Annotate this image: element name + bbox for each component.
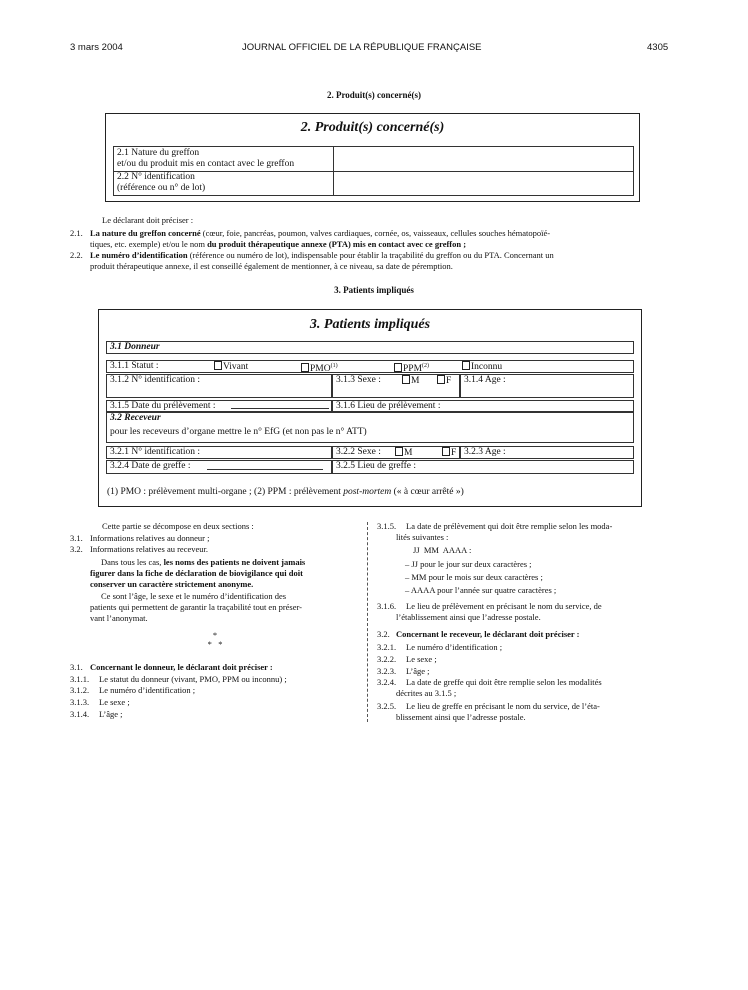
item-315-line1: La date de prélèvement qui doit être remplie selon les moda- (406, 521, 613, 531)
item-322: Le sexe ; (406, 654, 437, 664)
tracabilite-line1: Ce sont l’âge, le sexe et le numéro d’identification des (101, 591, 287, 601)
receveur-id-label: 3.2.1 N° identification : (110, 447, 201, 457)
date-greffe-cell[interactable] (106, 460, 332, 474)
item-322-number: 3.2.2. (377, 654, 397, 664)
nature-greffon-label: 2.1 Nature du greffon (117, 148, 200, 158)
item-325-number: 3.2.5. (377, 701, 397, 711)
date-format: JJ MM AAAA : (413, 545, 472, 555)
section2-heading: 2. Produit(s) concerné(s) (326, 90, 422, 100)
p21-bold: La nature du greffon concerné (90, 228, 201, 238)
footnote-text-c: (« à cœur arrêté ») (391, 487, 464, 497)
statut-row (106, 360, 634, 373)
donneur-label: 3.1 Donneur (110, 342, 160, 352)
inconnu-option[interactable] (462, 361, 502, 373)
receveur-header (106, 412, 634, 443)
item-323: L’âge ; (406, 666, 430, 676)
vivant-label: Vivant (223, 362, 249, 372)
vivant-checkbox[interactable] (214, 361, 222, 370)
p21-text: (cœur, foie, pancréas, poumon, valves cardiaques, cornée, os, vaisseaux, cellules souches hématopoïé- (200, 228, 551, 238)
footnote-text-a: (1) PMO : prélèvement multi-organe ; (2) PPM : prélèvement (107, 487, 344, 497)
lieu-prelevement-cell[interactable] (332, 400, 634, 412)
identification-label: 2.2 N° identification (117, 172, 195, 182)
p22-line1 (90, 250, 554, 261)
donneur-age-cell[interactable] (460, 374, 634, 398)
ppm-checkbox[interactable] (394, 363, 402, 372)
donneur-header (106, 341, 634, 354)
receveur-sexe-cell (332, 446, 460, 459)
item-314-number: 3.1.4. (70, 709, 90, 719)
section2-table (113, 146, 634, 196)
header-page-number: 4305 (647, 42, 669, 53)
item-314: L’âge ; (99, 709, 123, 719)
lieu-prelevement-label: 3.1.6 Lieu de prélèvement : (336, 401, 441, 411)
receveur-sexe-f[interactable] (442, 447, 456, 459)
left-item-32-number: 3.2. (70, 544, 83, 554)
item-321: Le numéro d’identification ; (406, 642, 503, 652)
p21-text2: tiques, etc. exemple) et/ou le nom (90, 239, 208, 249)
anonymat-line2: figurer dans la fiche de déclaration de biovigilance qui doit (90, 568, 303, 578)
item-313: Le sexe ; (99, 697, 130, 707)
header-journal-title: JOURNAL OFFICIEL DE LA RÉPUBLIQUE FRANÇAISE (242, 42, 482, 53)
receveur-m-checkbox[interactable] (395, 447, 403, 456)
item-316-line2: l’établissement ainsi que l’adresse postale. (396, 612, 541, 622)
p21-bold2: du produit thérapeutique annexe (PTA) mis en contact avec ce greffon ; (207, 239, 467, 249)
donneur-f-checkbox[interactable] (437, 375, 445, 384)
asterism-bottom: * * (207, 639, 223, 649)
item-313-number: 3.1.3. (70, 697, 90, 707)
item-315-line2: lités suivantes : (396, 532, 449, 542)
item-311-number: 3.1.1. (70, 674, 90, 684)
donneur-id-cell[interactable] (106, 374, 332, 398)
left-item-31-number: 3.1. (70, 533, 83, 543)
left-item-31: Informations relatives au donneur ; (90, 533, 210, 543)
item-325-line1: Le lieu de greffe en précisant le nom du service, de l’éta- (406, 701, 600, 711)
date-prelevement-cell[interactable] (106, 400, 332, 412)
date-greffe-label: 3.2.4 Date de greffe : (110, 461, 191, 471)
donneur-f-label: F (446, 376, 452, 386)
donneur-sexe-m[interactable] (402, 375, 419, 387)
donneur-section-number: 3.1. (70, 662, 83, 672)
tracabilite-line2: patients qui permettent de garantir la traçabilité tout en préser- (90, 602, 303, 612)
item-316-line1: Le lieu de prélèvement en précisant le nom du service, de (406, 601, 602, 611)
date-format-mm: – MM pour le mois sur deux caractères ; (405, 572, 543, 582)
receveur-age-cell[interactable] (460, 446, 634, 459)
donneur-sexe-f[interactable] (437, 375, 451, 387)
donneur-m-label: M (411, 376, 420, 386)
p22-bold: Le numéro d’identification (90, 250, 188, 260)
declarant-intro: Le déclarant doit préciser : (102, 215, 194, 225)
anonymat-line1 (101, 557, 305, 568)
lieu-greffe-label: 3.2.5 Lieu de greffe : (336, 461, 417, 471)
date-greffe-line (207, 469, 323, 470)
footnote-post-mortem: post-mortem (343, 487, 392, 497)
section3-footnote (107, 487, 464, 497)
section2-form-box (105, 113, 640, 202)
item-321-number: 3.2.1. (377, 642, 397, 652)
item-324-number: 3.2.4. (377, 677, 397, 687)
pmo-checkbox[interactable] (301, 363, 309, 372)
section3-box-title: 3. Patients impliqués (309, 317, 431, 332)
date-format-jj: – JJ pour le jour sur deux caractères ; (405, 559, 532, 569)
item-312-number: 3.1.2. (70, 685, 90, 695)
ppm-footnote-ref: (2) (422, 363, 430, 369)
date-prelevement-line (231, 408, 329, 409)
receveur-id-cell[interactable] (106, 446, 332, 459)
section2-box-title: 2. Produit(s) concerné(s) (300, 120, 445, 135)
receveur-age-label: 3.2.3 Age : (464, 447, 506, 457)
receveur-label: 3.2 Receveur (110, 413, 161, 423)
date-prelevement-label: 3.1.5 Date du prélèvement : (110, 401, 216, 411)
pmo-label: PMO (310, 364, 331, 375)
receveur-f-label: F (451, 448, 457, 458)
section3-form-box (98, 309, 642, 507)
item-324-line1: La date de greffe qui doit être remplie selon les modalités (406, 677, 602, 687)
reference-lot-label: (référence ou n° de lot) (117, 183, 206, 193)
donneur-sexe-label: 3.1.3 Sexe : (336, 375, 381, 385)
section3-heading: 3. Patients impliqués (334, 285, 414, 295)
produit-contact-label: et/ou du produit mis en contact avec le greffon (117, 159, 295, 169)
inconnu-checkbox[interactable] (462, 361, 470, 370)
anonymat-text: Dans tous les cas, (101, 557, 164, 567)
date-format-aaaa: – AAAA pour l’année sur quatre caractères ; (405, 585, 557, 595)
donneur-age-label: 3.1.4 Age : (464, 375, 506, 385)
p22-line2: produit thérapeutique annexe, il est conseillé également de mentionner, à ce niveau, sa date de péremption. (90, 261, 453, 271)
inconnu-label: Inconnu (471, 362, 503, 372)
asterism-top: * (212, 630, 218, 640)
item-312: Le numéro d’identification ; (99, 685, 196, 695)
statut-label: 3.1.1 Statut : (110, 361, 159, 371)
receveur-section-heading: Concernant le receveur, le déclarant doit préciser : (396, 629, 580, 639)
anonymat-line3: conserver un caractère strictement anonyme. (90, 579, 254, 589)
item-324-line2: décrites au 3.1.5 ; (396, 688, 457, 698)
donneur-section-heading: Concernant le donneur, le déclarant doit préciser : (90, 662, 273, 672)
receveur-m-label: M (404, 448, 413, 458)
item-325-line2: blissement ainsi que l’adresse postale. (396, 712, 526, 722)
receveur-section-number: 3.2. (377, 629, 390, 639)
column-divider (367, 522, 368, 722)
header-date: 3 mars 2004 (70, 42, 123, 53)
p21-line2 (90, 239, 466, 250)
vivant-option[interactable] (214, 361, 248, 373)
left-item-32: Informations relatives au receveur. (90, 544, 209, 554)
ppm-label: PPM (403, 364, 423, 375)
p21-number: 2.1. (70, 228, 83, 238)
pmo-footnote-ref: (1) (330, 363, 338, 369)
p22-number: 2.2. (70, 250, 83, 260)
item-311: Le statut du donneur (vivant, PMO, PPM ou inconnu) ; (99, 674, 287, 684)
anonymat-bold: les noms des patients ne doivent jamais (163, 557, 306, 567)
left-intro: Cette partie se décompose en deux sections : (102, 521, 254, 531)
tracabilite-line3: vant l’anonymat. (90, 613, 148, 623)
p22-text: (référence ou numéro de lot), indispensable pour établir la traçabilité du greffon ou du PTA. Concernant un (187, 250, 554, 260)
donneur-m-checkbox[interactable] (402, 375, 410, 384)
donneur-sexe-cell (332, 374, 460, 398)
receveur-note: pour les receveurs d’organe mettre le n° EfG (et non pas le n° ATT) (110, 427, 367, 437)
p21-line1 (90, 228, 680, 239)
lieu-greffe-cell[interactable] (332, 460, 634, 474)
receveur-sexe-m[interactable] (395, 447, 412, 459)
item-323-number: 3.2.3. (377, 666, 397, 676)
receveur-sexe-label: 3.2.2 Sexe : (336, 447, 381, 457)
item-315-number: 3.1.5. (377, 521, 397, 531)
item-316-number: 3.1.6. (377, 601, 397, 611)
receveur-f-checkbox[interactable] (442, 447, 450, 456)
donneur-id-label: 3.1.2 N° identification : (110, 375, 201, 385)
